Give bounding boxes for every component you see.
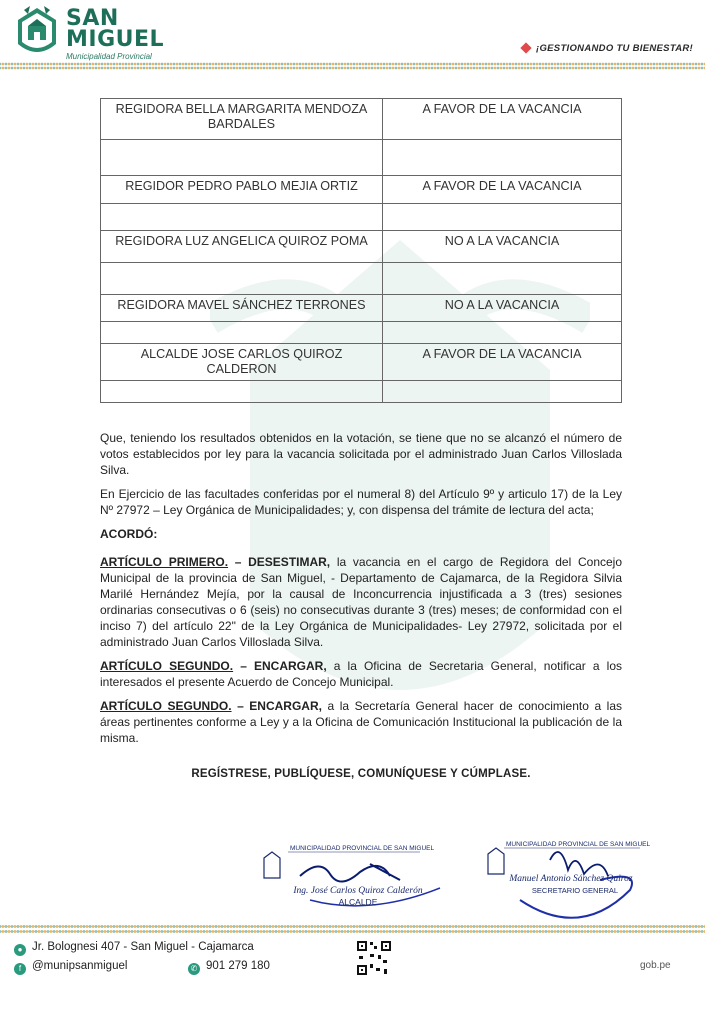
mayor-name: Ing. José Carlos Quiroz Calderón <box>293 886 423 896</box>
letterhead <box>0 0 705 72</box>
paragraph-results: Que, teniendo los resultados obtenidos en la votación, se tiene que no se alcanzó el número de votos establecidos por ley para la vacancia solicitada por el administrado Juan Carlos Villoslada Silva. <box>100 431 622 477</box>
voter-name: REGIDORA BELLA MARGARITA MENDOZA BARDALES <box>101 99 383 140</box>
table-row-blank <box>101 140 622 176</box>
municipal-crest-icon <box>14 4 60 60</box>
article-label: ARTÍCULO SEGUNDO. <box>100 659 234 673</box>
table-row <box>101 99 622 140</box>
brand-line-2: MIGUEL <box>66 27 165 52</box>
brand-subtitle: Municipalidad Provincial <box>66 52 152 61</box>
footer-website: gob.pe <box>640 960 671 971</box>
slogan: ¡GESTIONANDO TU BIENESTAR! <box>522 43 693 54</box>
brand-block <box>66 8 164 61</box>
location-pin-icon: ● <box>14 944 26 956</box>
article-label: ARTÍCULO SEGUNDO. <box>100 699 232 713</box>
vote-result: A FAVOR DE LA VACANCIA <box>383 344 622 381</box>
table-row-blank <box>101 381 622 403</box>
paragraph-faculties: En Ejercicio de las facultades conferidas por el numeral 8) del Artículo 9º y articulo 17) de la Ley Nº 27972 – Ley Orgánica de Municipalidades; y, con dispensa del trámite de lectura del acta; <box>100 487 622 517</box>
table-row <box>101 231 622 263</box>
facebook-icon: f <box>14 963 26 975</box>
article-text: la vacancia en el cargo de Regidora del Concejo Municipal de la provincia de San Miguel, - Departamento de Cajamarca, de la Regidora Silvia Marilé Hernández Mejía, por la causal de Inconcurrencia injustificada a 3 (tres) sesiones ordinarias consecutivas o 6 (seis) no consecutivas durante 3 (tres) meses; de conformidad con el inciso 7) del artículo 22" de la Ley Orgánica de Municipalidades- Ley 27972, solicitada por el administrado Juan Carlos Villoslada Silva. <box>100 555 623 649</box>
voter-name: REGIDORA LUZ ANGELICA QUIROZ POMA <box>101 231 383 263</box>
agreed-heading: ACORDÓ: <box>100 527 158 541</box>
article-text: a la Oficina de Secretaria General, notificar a los interesados el presente Acuerdo de Concejo Municipal. <box>100 659 622 689</box>
footer-address: ● Jr. Bolognesi 407 - San Miguel - Cajamarca <box>14 941 254 956</box>
article-text: a la Secretaría General hacer de conocimiento a las áreas pertinentes conforme a Ley y a la Oficina de Comunicación Institucional la publicación de la misma. <box>100 699 623 745</box>
footer-dot-band <box>0 924 705 934</box>
article-verb: – ENCARGAR, <box>231 699 322 713</box>
article-label: ARTÍCULO PRIMERO. <box>100 555 229 569</box>
resolution-body <box>100 430 622 754</box>
voter-name: ALCALDE JOSE CARLOS QUIROZ CALDERON <box>101 344 383 381</box>
article-1 <box>100 554 622 650</box>
header-dot-band <box>0 62 705 70</box>
whatsapp-icon: ✆ <box>188 963 200 975</box>
stamp-org-text: MUNICIPALIDAD PROVINCIAL DE SAN MIGUEL <box>290 845 435 852</box>
closing-formula: REGÍSTRESE, PUBLÍQUESE, COMUNÍQUESE Y CÚMPLASE. <box>191 768 531 780</box>
vote-result: A FAVOR DE LA VACANCIA <box>383 99 622 140</box>
secretary-name: Manuel Antonio Sánchez Quiroz <box>509 874 633 884</box>
article-2 <box>100 658 622 690</box>
voter-name: REGIDOR PEDRO PABLO MEJIA ORTIZ <box>101 176 383 204</box>
table-row <box>101 176 622 204</box>
voter-name: REGIDORA MAVEL SÁNCHEZ TERRONES <box>101 295 383 322</box>
qr-code-icon <box>356 940 392 976</box>
table-row <box>101 295 622 322</box>
votes-table <box>100 98 622 403</box>
mayor-role: ALCALDE <box>338 897 378 907</box>
vote-result: NO A LA VACANCIA <box>383 295 622 322</box>
table-row <box>101 344 622 381</box>
footer-social: f @munipsanmiguel <box>14 960 127 975</box>
table-row-blank <box>101 204 622 231</box>
article-verb: – DESESTIMAR, <box>228 555 331 569</box>
article-verb: – ENCARGAR, <box>233 659 327 673</box>
vote-result: NO A LA VACANCIA <box>383 231 622 263</box>
secretary-role: SECRETARIO GENERAL <box>531 886 619 895</box>
table-row-blank <box>101 263 622 295</box>
brand-line-1: SAN <box>66 6 119 31</box>
vote-result: A FAVOR DE LA VACANCIA <box>383 176 622 204</box>
table-row-blank <box>101 322 622 344</box>
article-3 <box>100 698 622 746</box>
footer-phone: ✆ 901 279 180 <box>188 960 270 975</box>
stamp-org-text: MUNICIPALIDAD PROVINCIAL DE SAN MIGUEL <box>506 841 651 848</box>
